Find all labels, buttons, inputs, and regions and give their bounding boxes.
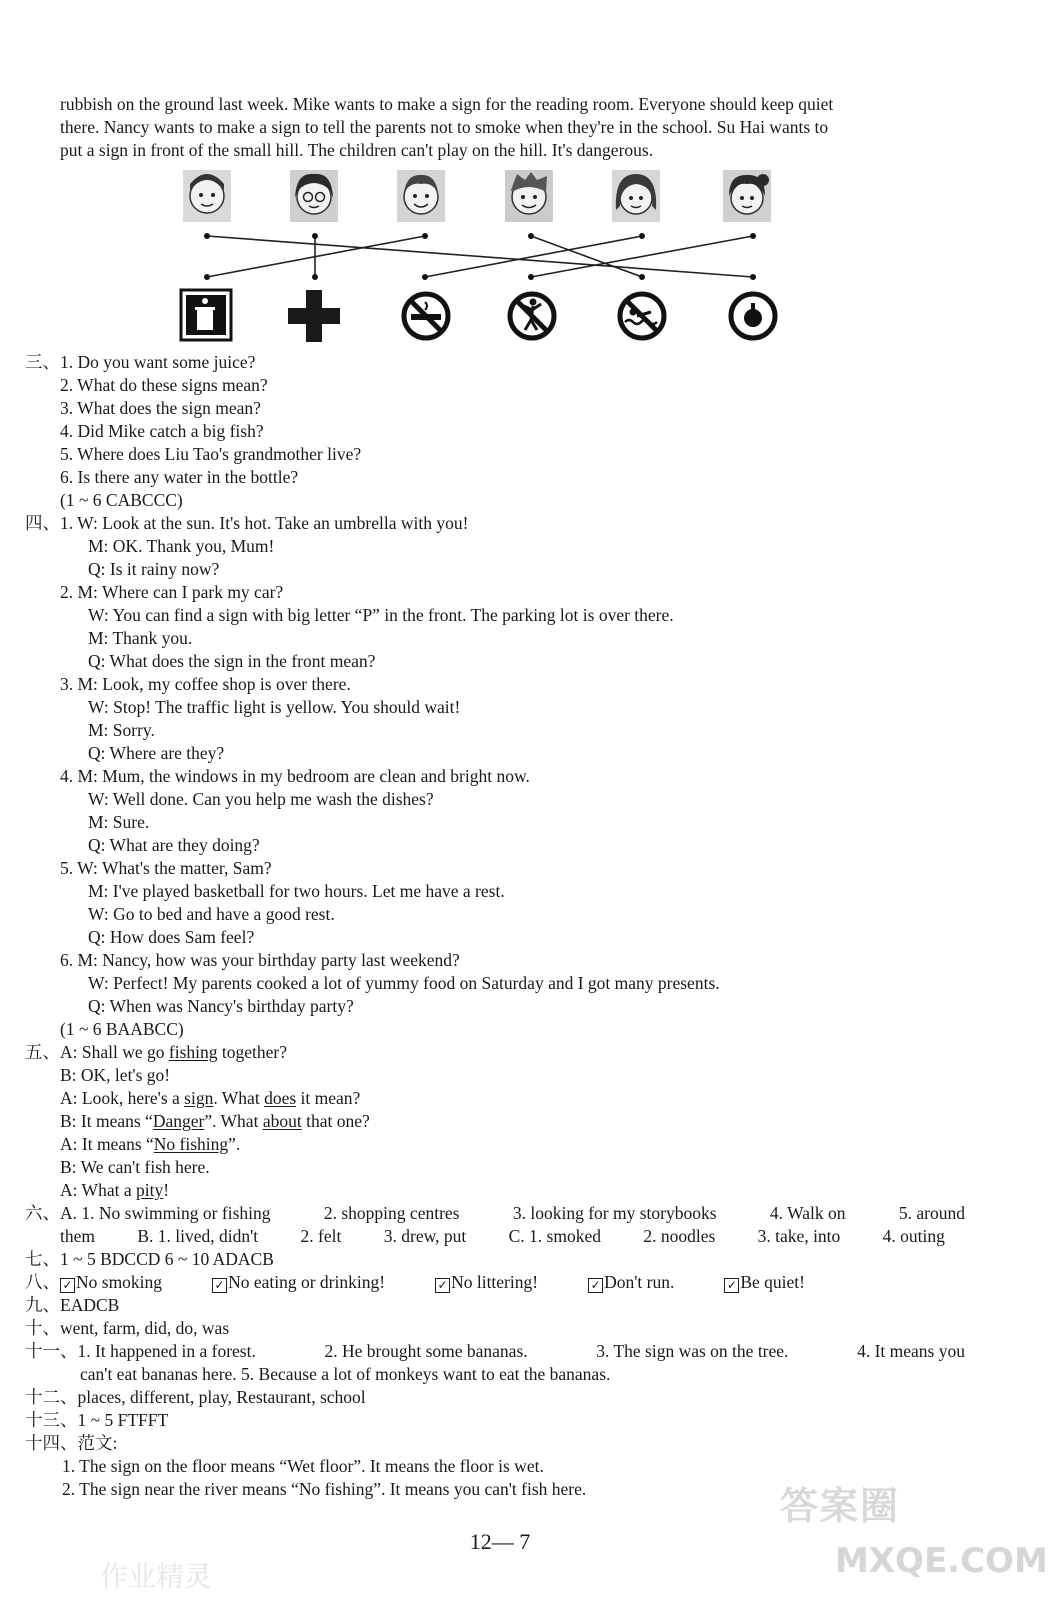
s4-line: Q: How does Sam feel?	[88, 927, 255, 947]
intro-line-1: rubbish on the ground last week. Mike wants to make a sign for the reading room. Everyone should keep quiet	[60, 94, 834, 114]
intro-line-3: put a sign in front of the small hill. The children can't play on the hill. It's dangerous.	[60, 140, 654, 160]
s8-item: ✓ Don't run.	[588, 1271, 674, 1294]
child-portrait-6	[723, 170, 771, 222]
connection-lines	[207, 236, 753, 277]
no-smoking-icon	[404, 294, 448, 338]
s8-item: ✓ Be quiet!	[724, 1271, 805, 1294]
s4-line: 2. M: Where can I park my car?	[60, 582, 284, 602]
section-10: 十、went, farm, did, do, was	[25, 1318, 230, 1338]
no-swimming-icon	[620, 294, 664, 338]
watermark-site: MXQE.COM	[835, 1541, 1048, 1581]
checkbox-icon: ✓	[435, 1278, 450, 1293]
s5-line-7: A: What a pity!	[60, 1180, 170, 1200]
s4-line: Q: Where are they?	[88, 743, 225, 763]
s4-line: W: You can find a sign with big letter “P” in the front. The parking lot is over there.	[88, 605, 674, 625]
s3-item-4: 4. Did Mike catch a big fish?	[60, 421, 264, 441]
s4-line: Q: What are they doing?	[88, 835, 260, 855]
checkbox-icon: ✓	[588, 1278, 603, 1293]
s4-line: Q: When was Nancy's birthday party?	[88, 996, 354, 1016]
section-12: 十二、places, different, play, Restaurant, school	[25, 1387, 366, 1407]
s4-line: 4. M: Mum, the windows in my bedroom are clean and bright now.	[60, 766, 530, 786]
s5-line-1: A: Shall we go fishing together?	[60, 1042, 287, 1062]
section-3-label: 三、	[25, 352, 60, 372]
page-number: 12— 7	[469, 1529, 531, 1554]
child-portrait-2	[290, 170, 338, 222]
s5-line-3: A: Look, here's a sign. What does it mean?	[60, 1088, 361, 1108]
s4-line: W: Go to bed and have a good rest.	[88, 904, 335, 924]
s3-item-2: 2. What do these signs mean?	[60, 375, 268, 395]
s14-line-2: 2. The sign near the river means “No fishing”. It means you can't fish here.	[62, 1479, 587, 1499]
s8-item: ✓ No eating or drinking!	[212, 1271, 385, 1294]
s8-item: ✓ No smoking	[60, 1271, 162, 1294]
s4-line: W: Perfect! My parents cooked a lot of yummy food on Saturday and I got many presents.	[88, 973, 720, 993]
s3-item-5: 5. Where does Liu Tao's grandmother live?	[60, 444, 362, 464]
s8-item: ✓ No littering!	[435, 1271, 538, 1294]
s6-row-1: A. 1. No swimming or fishing 2. shopping centres 3. looking for my storybooks 4. Walk on 5. around	[60, 1203, 965, 1223]
checkbox-icon: ✓	[60, 1278, 75, 1293]
s4-line: M: Sure.	[88, 812, 150, 832]
no-climbing-icon	[510, 294, 554, 338]
s5-line-5: A: It means “No fishing”.	[60, 1134, 241, 1154]
s8-items	[60, 1271, 805, 1294]
section-5-label: 五、	[25, 1042, 60, 1062]
matching-figure	[175, 168, 815, 356]
section-6-label: 六、	[25, 1203, 60, 1223]
s4-line: Q: What does the sign in the front mean?	[88, 651, 376, 671]
s5-line-2: B: OK, let's go!	[60, 1065, 171, 1085]
s4-line: M: Sorry.	[88, 720, 155, 740]
section-8-label: 八、	[25, 1272, 60, 1292]
s4-line: 1. W: Look at the sun. It's hot. Take an umbrella with you!	[60, 513, 469, 533]
section-4-label: 四、	[25, 513, 60, 533]
child-portrait-1	[183, 170, 231, 222]
s11-row-2: can't eat bananas here. 5. Because a lot of monkeys want to eat the bananas.	[80, 1364, 611, 1384]
s3-answer: (1 ~ 6 CABCCC)	[60, 490, 183, 510]
section-9: 九、EADCB	[25, 1295, 120, 1315]
s4-answer: (1 ~ 6 BAABCC)	[60, 1019, 184, 1039]
s4-line: 5. W: What's the matter, Sam?	[60, 858, 272, 878]
checkbox-icon: ✓	[724, 1278, 739, 1293]
first-aid-icon	[288, 290, 340, 342]
child-portrait-3	[397, 170, 445, 222]
intro-line-2: there. Nancy wants to make a sign to tell the parents not to smoke when they're in the school. Su Hai wants to	[60, 117, 829, 137]
s14-line-1: 1. The sign on the floor means “Wet floor”. It means the floor is wet.	[62, 1456, 544, 1476]
watermark-corner: 作业精灵	[100, 1560, 213, 1593]
s3-item-6: 6. Is there any water in the bottle?	[60, 467, 299, 487]
no-littering-icon	[181, 290, 231, 340]
s5-line-6: B: We can't fish here.	[60, 1157, 210, 1177]
watermark-logo: 答案圈	[780, 1484, 901, 1528]
child-portrait-5	[612, 170, 660, 222]
s4-line: 3. M: Look, my coffee shop is over there.	[60, 674, 351, 694]
s4-line: M: I've played basketball for two hours. Let me have a rest.	[88, 881, 505, 901]
s4-line: W: Stop! The traffic light is yellow. You should wait!	[88, 697, 461, 717]
s4-line: W: Well done. Can you help me wash the dishes?	[88, 789, 434, 809]
section-7: 七、1 ~ 5 BDCCD 6 ~ 10 ADACB	[25, 1249, 274, 1269]
child-portrait-4	[505, 170, 553, 222]
s6-row-2: them B. 1. lived, didn't 2. felt 3. drew, put C. 1. smoked 2. noodles 3. take, into 4. outing	[60, 1226, 945, 1246]
s11-row-1: 十一、1. It happened in a forest. 2. He brought some bananas. 3. The sign was on the tree. 4. It means you	[25, 1341, 965, 1361]
s3-item-3: 3. What does the sign mean?	[60, 398, 261, 418]
s4-line: M: Thank you.	[88, 628, 193, 648]
s3-item-1: 1. Do you want some juice?	[60, 352, 256, 372]
section-13: 十三、1 ~ 5 FTFFT	[25, 1410, 169, 1430]
s5-line-4: B: It means “Danger”. What about that one?	[60, 1111, 370, 1131]
s4-line: Q: Is it rainy now?	[88, 559, 220, 579]
quiet-icon	[731, 294, 775, 338]
s4-line: M: OK. Thank you, Mum!	[88, 536, 275, 556]
section-14-label: 十四、范文:	[25, 1433, 118, 1453]
s4-line: 6. M: Nancy, how was your birthday party last weekend?	[60, 950, 460, 970]
checkbox-icon: ✓	[212, 1278, 227, 1293]
